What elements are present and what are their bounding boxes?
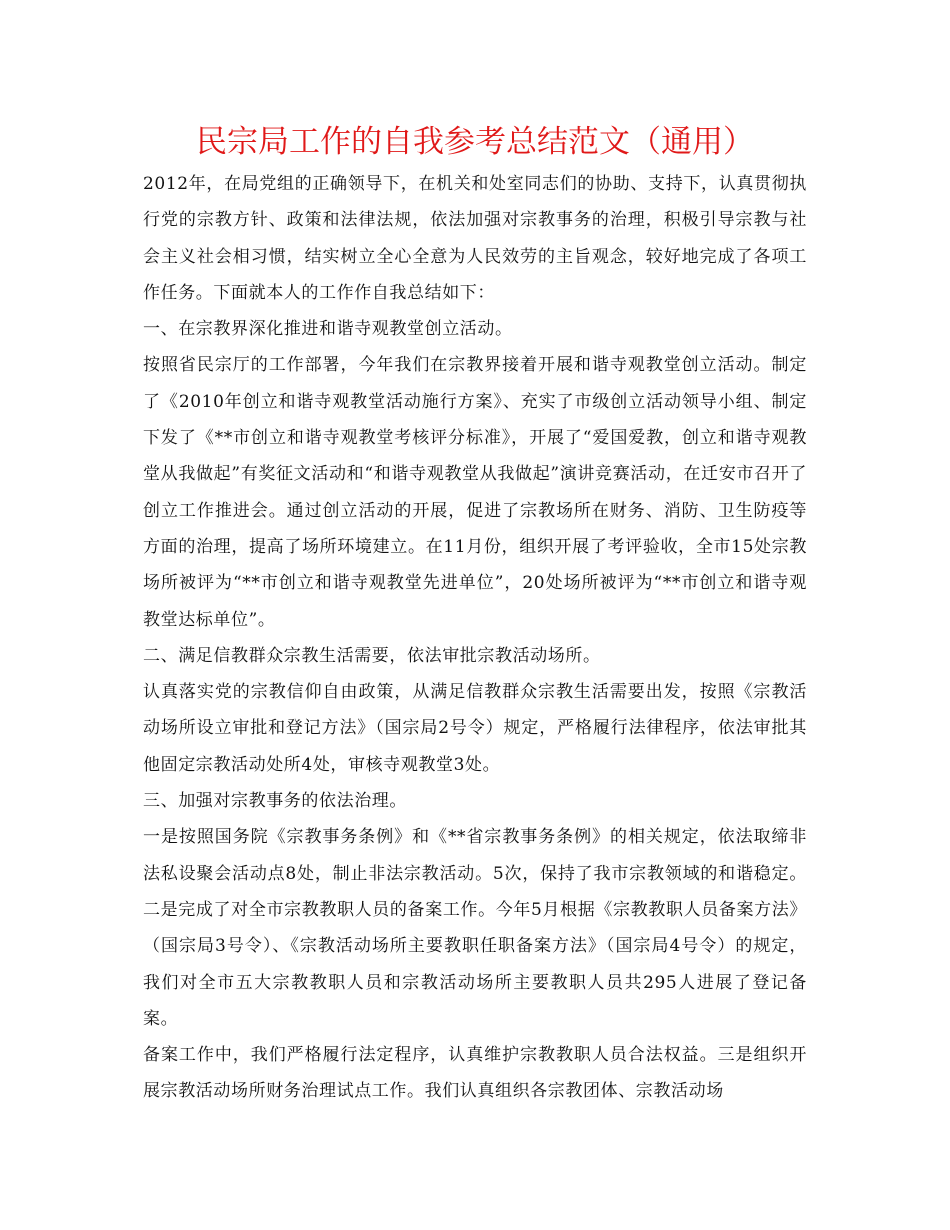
section-3-paragraph: 一是按照国务院《宗教事务条例》和《**省宗教事务条例》的相关规定，依法取缔非法私设聚会活动点8处，制止非法宗教活动。5次，保持了我市宗教领域的和谐稳定。二是完成了对全市宗教教职人员的备案工作。今年5月根据《宗教教职人员备案方法》（国宗局3号令）、《宗教活动场所主要教职任职备案方法》（国宗局4号令）的规定，我们对全市五大宗教教职人员和宗教活动场所主要教职人员共295人进展了登记备案。 bbox=[143, 827, 807, 1029]
section-3-continuation-paragraph: 备案工作中，我们严格履行法定程序，认真维护宗教教职人员合法权益。三是组织开展宗教活动场所财务治理试点工作。我们认真组织各宗教团体、宗教活动场 bbox=[143, 1045, 807, 1102]
section-1-paragraph: 按照省民宗厅的工作部署，今年我们在宗教界接着开展和谐寺观教堂创立活动。制定了《2010年创立和谐寺观教堂活动施行方案》、充实了市级创立活动领导小组、制定下发了《**市创立和谐寺观教堂考核评分标准》，开展了“爱国爱教，创立和谐寺观教堂从我做起”有奖征文活动和“和谐寺观教堂从我做起”演讲竞赛活动，在迁安市召开了创立工作推进会。通过创立活动的开展，促进了宗教场所在财务、消防、卫生防疫等方面的治理，提高了场所环境建立。在11月份，组织开展了考评验收，全市15处宗教场所被评为“**市创立和谐寺观教堂先进单位”，20处场所被评为“**市创立和谐寺观教堂达标单位”。 bbox=[143, 355, 807, 630]
intro-paragraph: 2012年，在局党组的正确领导下，在机关和处室同志们的协助、支持下，认真贯彻执行党的宗教方针、政策和法律法规，依法加强对宗教事务的治理，积极引导宗教与社会主义社会相习惯，结实树立全心全意为人民效劳的主旨观念，较好地完成了各项工作任务。下面就本人的工作作自我总结如下： bbox=[143, 174, 807, 303]
document-title: 民宗局工作的自我参考总结范文（通用） bbox=[196, 124, 754, 160]
section-2-paragraph: 认真落实党的宗教信仰自由政策，从满足信教群众宗教生活需要出发，按照《宗教活动场所设立审批和登记方法》（国宗局2号令）规定，严格履行法律程序，依法审批其他固定宗教活动处所4处，审核寺观教堂3处。 bbox=[143, 682, 807, 775]
section-heading-2: 二、满足信教群众宗教生活需要，依法审批宗教活动场所。 bbox=[143, 645, 601, 666]
section-heading-3: 三、加强对宗教事务的依法治理。 bbox=[143, 791, 407, 812]
document-body bbox=[143, 166, 807, 1110]
section-heading-1: 一、在宗教界深化推进和谐寺观教堂创立活动。 bbox=[143, 319, 513, 340]
